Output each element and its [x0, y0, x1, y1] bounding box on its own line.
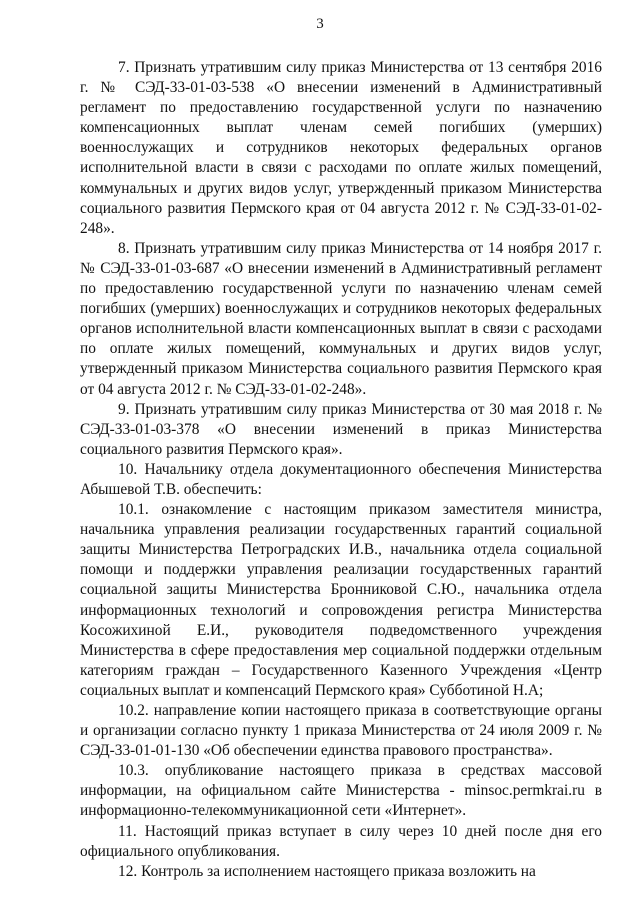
paragraph-10-3: 10.3. опубликование настоящего приказа в средствах массовой информации, на официальном сайте Министерства - minsoc.permkrai.ru в информационно-телекоммуникационной сети «Интернет».	[80, 762, 602, 820]
document-body	[80, 58, 602, 882]
paragraph-10-2: 10.2. направление копии настоящего приказа в соответствующие органы и организации согласно пункту 1 приказа Министерства от 24 июля 2009 г. № СЭД-33-01-01-130 «Об обеспечении единства правового пространства».	[80, 702, 602, 760]
paragraph-10-1: 10.1. ознакомление с настоящим приказом заместителя министра, начальника управления реализации государственных гарантий социальной защиты Министерства Петроградских И.В., начальника отдела социальной помощи и поддержки управления реализации государственных гарантий социальной защиты Министерства Бронниковой С.Ю., начальника отдела информационных технологий и сопровождения регистра Министерства Косожихиной Е.И., руководителя подведомственного учреждения Министерства в сфере предоставления мер социальной поддержки отдельным категориям граждан – Государственного Казенного Учреждения «Центр социальных выплат и компенсаций Пермского края» Субботиной Н.А;	[80, 501, 602, 699]
paragraph-11: 11. Настоящий приказ вступает в силу через 10 дней после дня его официального опубликования.	[80, 822, 602, 860]
paragraph-7: 7. Признать утратившим силу приказ Министерства от 13 сентября 2016 г. № СЭД-33-01-03-538 «О внесении изменений в Административный регламент по предоставлению государственной услуги по назначению компенсационных выплат членам семей погибших (умерших) военнослужащих и сотрудников некоторых федеральных органов исполнительной власти в связи с расходами по оплате жилых помещений, коммунальных и других видов услуг, утвержденный приказом Министерства социального развития Пермского края от 04 августа 2012 г. № СЭД-33-01-02-248».	[80, 59, 602, 237]
paragraph-10: 10. Начальнику отдела документационного обеспечения Министерства Абышевой Т.В. обеспечить:	[80, 460, 602, 498]
paragraph-8: 8. Признать утратившим силу приказ Министерства от 14 ноября 2017 г. № СЭД-33-01-03-687 «О внесении изменений в Административный регламент по предоставлению государственной услуги по назначению членам семей погибших (умерших) военнослужащих и сотрудников некоторых федеральных органов исполнительной власти компенсационных выплат в связи с расходами по оплате жилых помещений, коммунальных и других видов услуг, утвержденный приказом Министерства социального развития Пермского края от 04 августа 2012 г. № СЭД-33-01-02-248».	[80, 239, 602, 398]
paragraph-12: 12. Контроль за исполнением настоящего приказа возложить на	[118, 862, 536, 880]
page-number: 3	[316, 16, 324, 32]
paragraph-9: 9. Признать утратившим силу приказ Министерства от 30 мая 2018 г. № СЭД-33-01-03-378 «О внесении изменений в приказ Министерства социального развития Пермского края».	[80, 400, 602, 458]
